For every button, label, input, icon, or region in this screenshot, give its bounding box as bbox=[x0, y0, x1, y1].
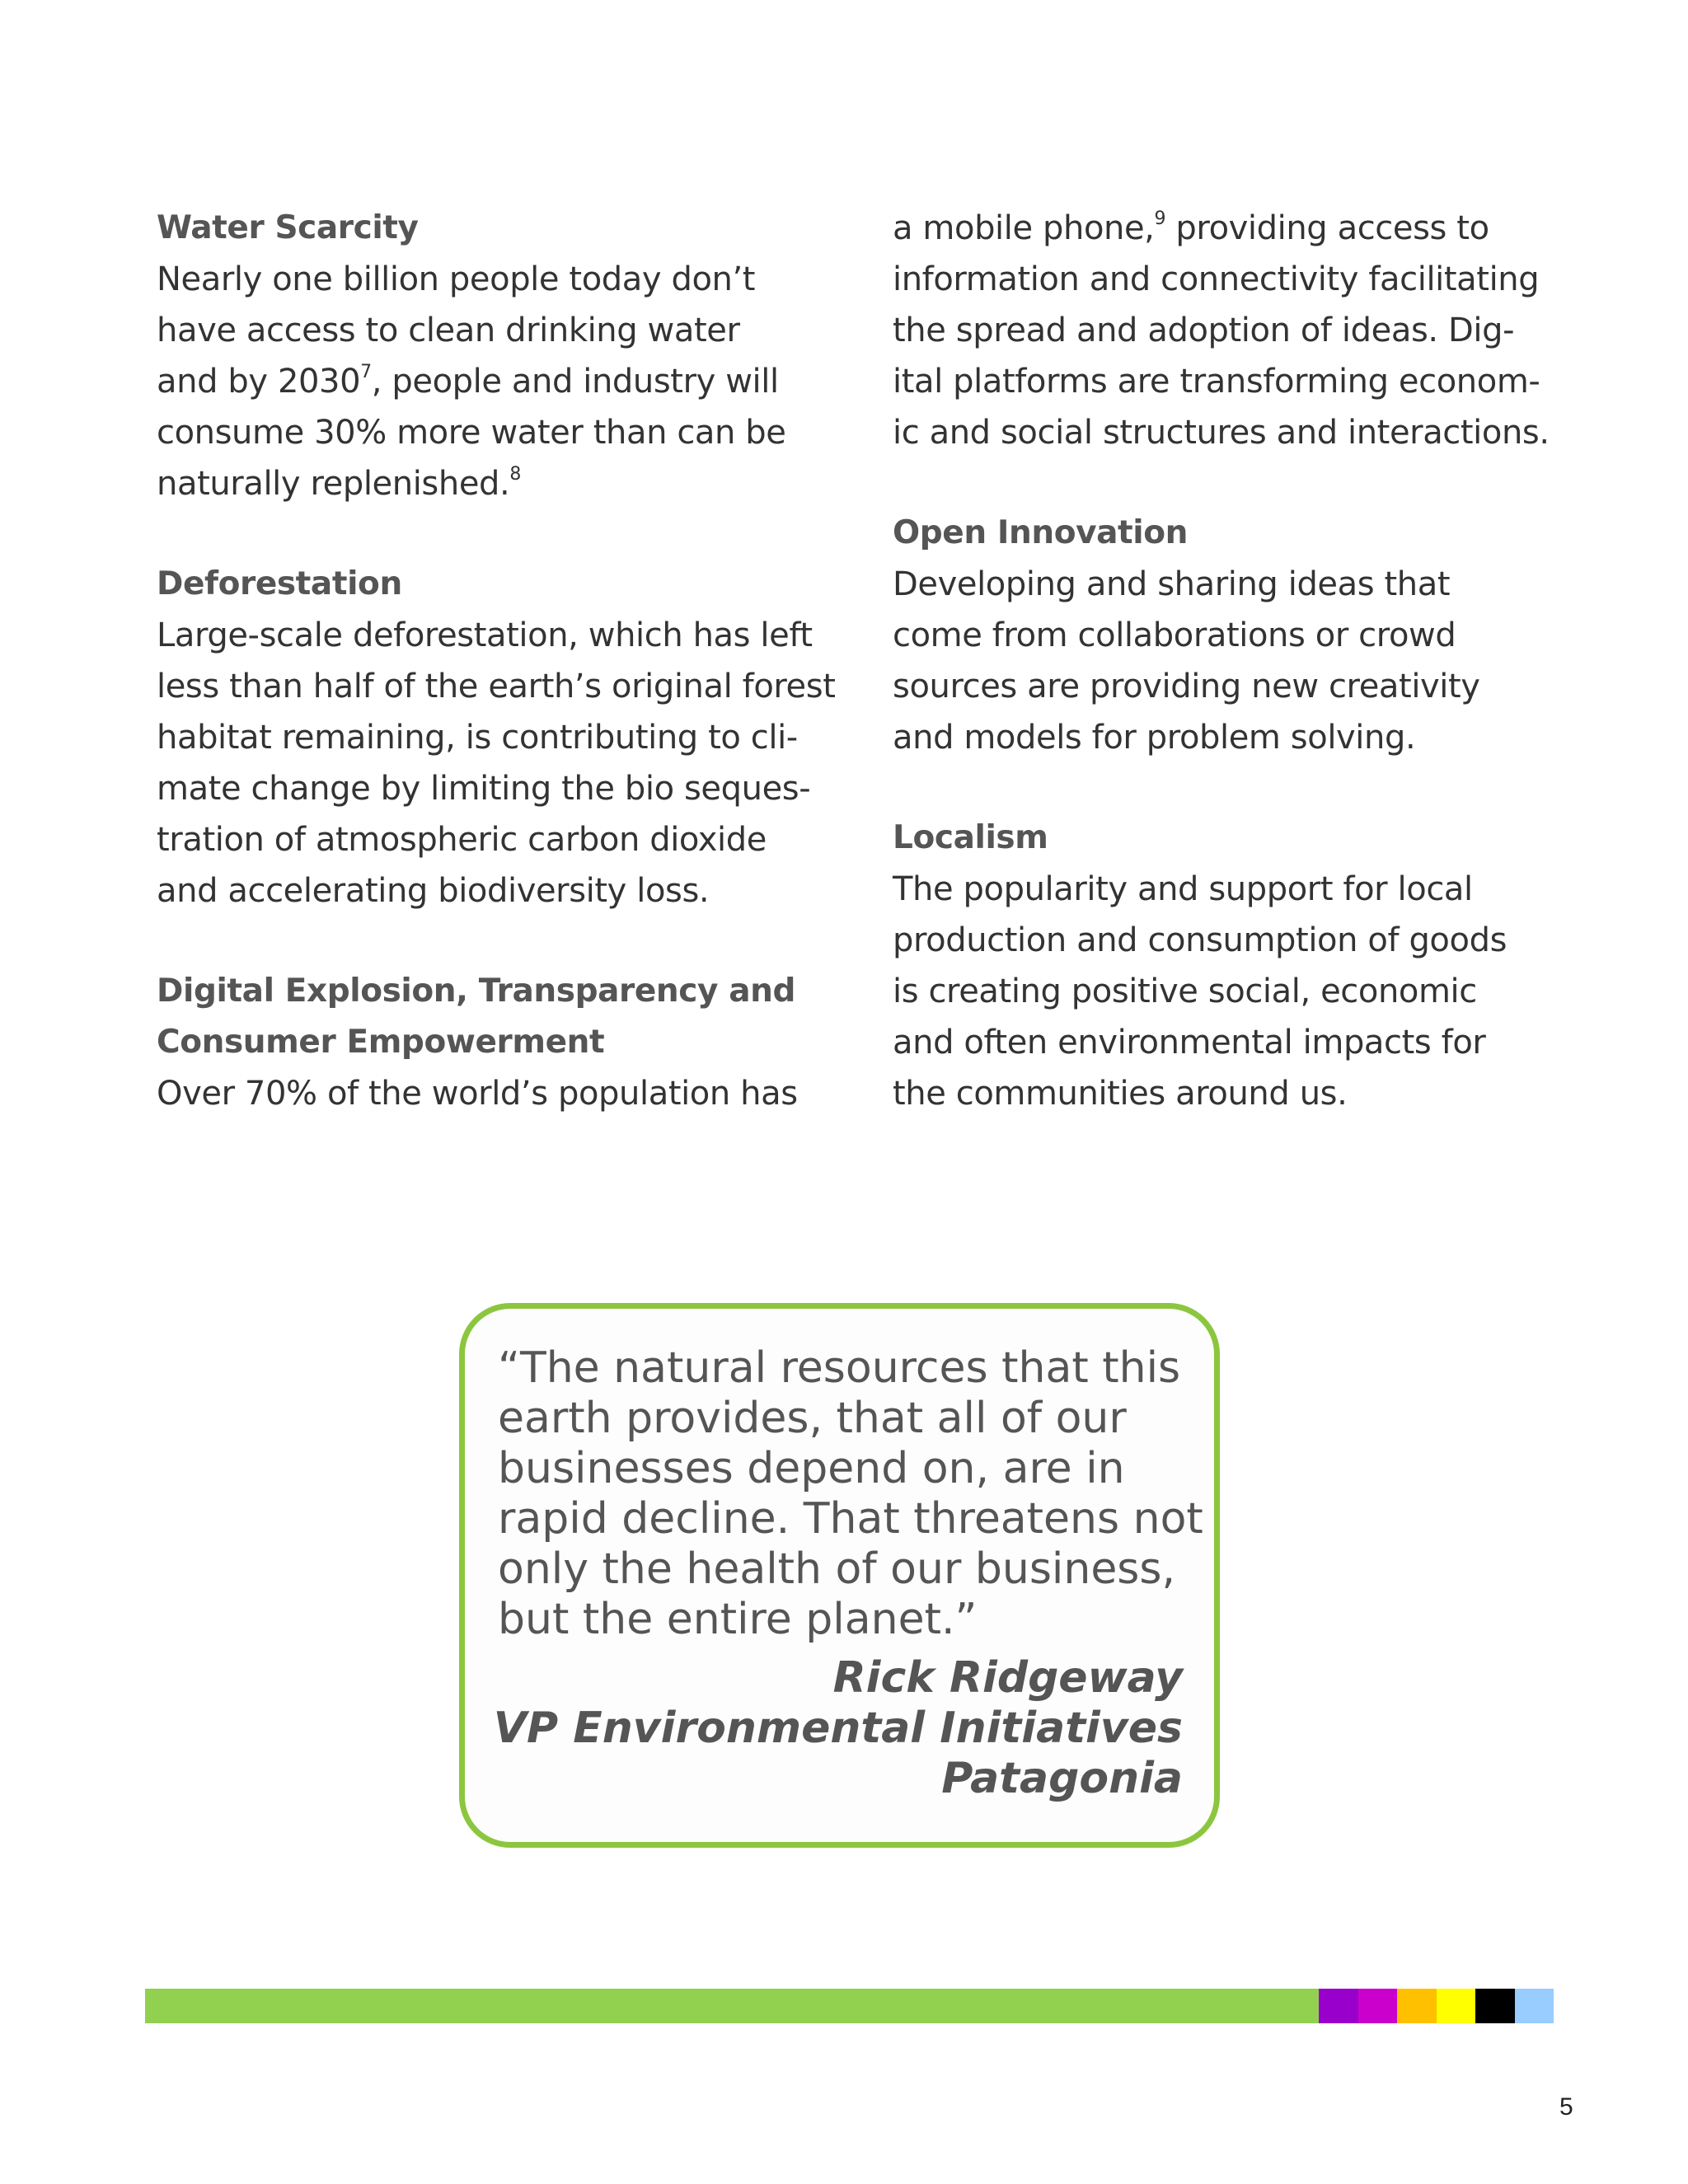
color-bar-main bbox=[145, 1989, 1319, 2023]
body-text-line: come from collaborations or crowd bbox=[893, 616, 1456, 654]
body-text-line: habitat remaining, is contributing to cli- bbox=[157, 719, 798, 757]
quote-line: “The natural resources that this bbox=[498, 1343, 1181, 1393]
body-text-line: mate change by limiting the bio seques- bbox=[157, 770, 811, 808]
body-text-line: Over 70% of the world’s population has bbox=[157, 1075, 798, 1113]
body-text-line: less than half of the earth’s original forest bbox=[157, 668, 836, 705]
attribution-name: Rick Ridgeway bbox=[832, 1653, 1183, 1703]
body-text-line: information and connectivity facilitating bbox=[893, 260, 1540, 298]
section-heading: Open Innovation bbox=[893, 514, 1189, 551]
attribution-company: Patagonia bbox=[941, 1754, 1183, 1803]
body-text-line: a mobile phone,$^9$ providing access to bbox=[893, 209, 1489, 247]
body-text-line: and by 2030$^7$, people and industry will bbox=[157, 362, 779, 401]
page-number: 5 bbox=[1559, 2093, 1573, 2121]
quote-attribution bbox=[494, 1653, 1183, 1804]
paragraph-gap bbox=[157, 509, 816, 559]
body-text-line: tration of atmospheric carbon dioxide bbox=[157, 821, 767, 859]
color-swatch bbox=[1437, 1989, 1476, 2023]
color-swatch bbox=[1358, 1989, 1398, 2023]
color-swatch bbox=[1397, 1989, 1437, 2023]
body-text-line: ic and social structures and interactions. bbox=[893, 414, 1550, 452]
paragraph-gap bbox=[893, 458, 1552, 508]
footer-color-bar bbox=[145, 1989, 1554, 2023]
body-text-line: consume 30% more water than can be bbox=[157, 414, 786, 452]
pull-quote-text bbox=[498, 1343, 1203, 1645]
left-column bbox=[157, 203, 836, 1119]
body-text-line: Developing and sharing ideas that bbox=[893, 565, 1451, 603]
quote-line: only the health of our business, bbox=[498, 1544, 1176, 1594]
footnote-marker: 9 bbox=[1154, 209, 1166, 229]
section-heading: Consumer Empowerment bbox=[157, 1024, 605, 1061]
attribution-title: VP Environmental Initiatives bbox=[493, 1704, 1183, 1753]
body-text-line: the spread and adoption of ideas. Dig- bbox=[893, 312, 1515, 349]
body-text-line: Large-scale deforestation, which has left bbox=[157, 616, 813, 654]
body-text-line: the communities around us. bbox=[893, 1075, 1348, 1113]
quote-line: businesses depend on, are in bbox=[498, 1444, 1125, 1493]
section-heading: Localism bbox=[893, 819, 1048, 856]
body-text-line: have access to clean drinking water bbox=[157, 312, 740, 349]
body-text-line: Nearly one billion people today don’t bbox=[157, 260, 756, 298]
paragraph-gap bbox=[157, 916, 816, 966]
pull-quote-box bbox=[459, 1303, 1220, 1848]
color-swatch bbox=[1515, 1989, 1554, 2023]
quote-line: but the entire planet.” bbox=[498, 1595, 978, 1644]
body-text-line: sources are providing new creativity bbox=[893, 668, 1480, 705]
footnote-marker: 7 bbox=[360, 362, 372, 382]
body-text-line: and accelerating biodiversity loss. bbox=[157, 872, 710, 910]
footnote-marker: 8 bbox=[509, 464, 521, 485]
paragraph-gap bbox=[893, 763, 1552, 813]
body-text-line: The popularity and support for local bbox=[893, 870, 1473, 908]
color-swatch bbox=[1319, 1989, 1358, 2023]
quote-line: rapid decline. That threatens not bbox=[498, 1494, 1203, 1544]
section-heading: Digital Explosion, Transparency and bbox=[157, 972, 795, 1010]
body-text-line: and often environmental impacts for bbox=[893, 1024, 1486, 1062]
body-text-line: production and consumption of goods bbox=[893, 921, 1507, 959]
section-heading: Water Scarcity bbox=[157, 209, 419, 246]
right-column bbox=[893, 203, 1552, 1119]
quote-line: earth provides, that all of our bbox=[498, 1394, 1127, 1443]
body-text-line: and models for problem solving. bbox=[893, 719, 1416, 757]
color-swatch bbox=[1475, 1989, 1515, 2023]
body-text-line: naturally replenished.$^8$ bbox=[157, 464, 521, 503]
section-heading: Deforestation bbox=[157, 565, 402, 602]
body-text-line: ital platforms are transforming econom- bbox=[893, 363, 1540, 401]
body-text-line: is creating positive social, economic bbox=[893, 972, 1477, 1010]
